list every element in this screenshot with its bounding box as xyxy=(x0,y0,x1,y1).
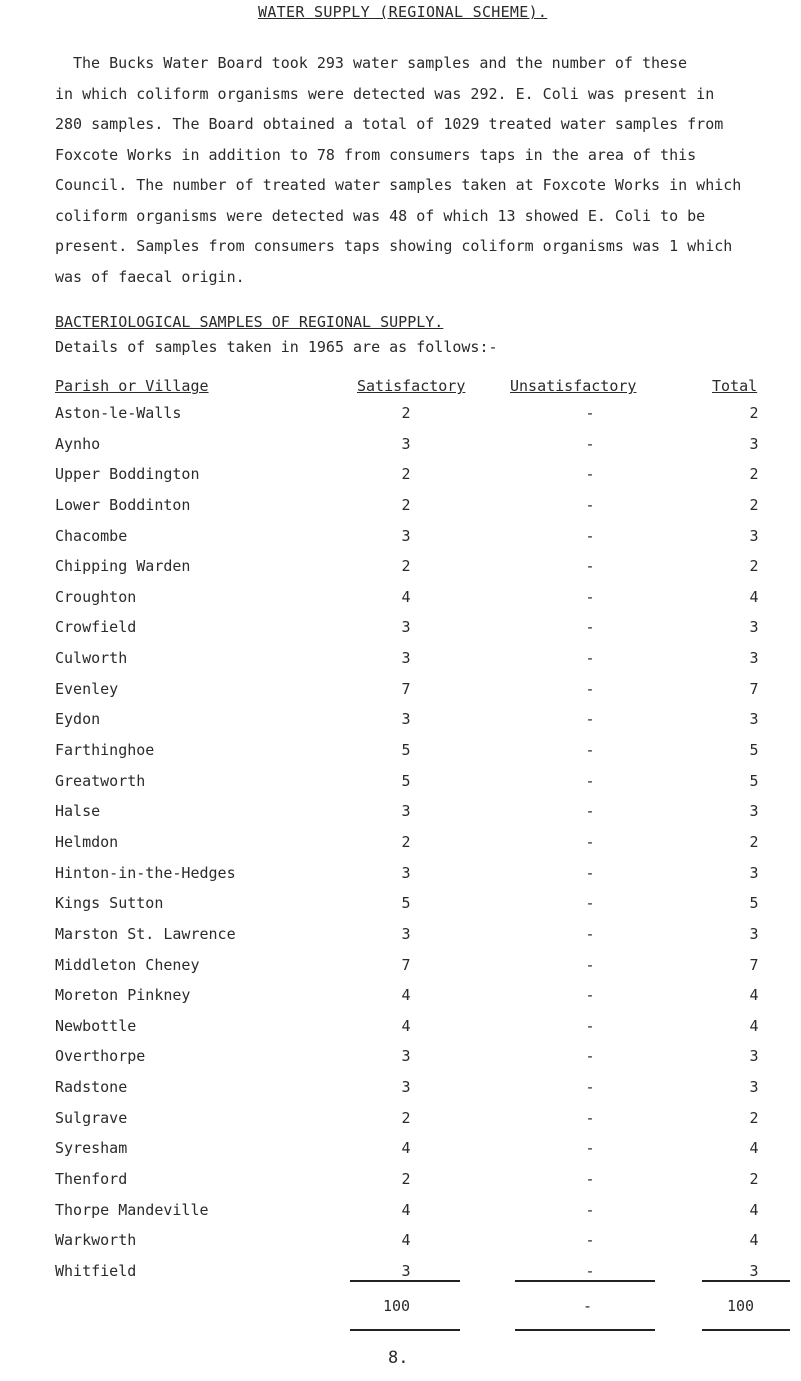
table-row xyxy=(0,766,801,797)
cell-satisfactory: 2 xyxy=(401,832,411,851)
cell-satisfactory: 2 xyxy=(401,404,411,422)
cell-satisfactory: 3 xyxy=(401,1078,411,1097)
table-row xyxy=(0,796,801,827)
total-total: 100 xyxy=(727,1297,755,1315)
cell-satisfactory: 5 xyxy=(401,741,411,760)
page-number: 8. xyxy=(388,1348,409,1368)
cell-parish: Sulgrave xyxy=(55,1108,128,1127)
cell-unsatisfactory: - xyxy=(585,1047,595,1066)
total-satisfactory: 100 xyxy=(383,1297,411,1315)
table-row xyxy=(0,429,801,460)
table-row xyxy=(0,459,801,490)
totals-rule-bottom xyxy=(515,1329,655,1331)
cell-unsatisfactory: - xyxy=(585,1261,595,1280)
intro-paragraph xyxy=(55,48,775,292)
cell-satisfactory: 3 xyxy=(401,618,411,637)
cell-parish: Moreton Pinkney xyxy=(55,986,191,1005)
table-row xyxy=(0,674,801,705)
cell-unsatisfactory: - xyxy=(585,832,595,851)
table-row xyxy=(0,1225,801,1256)
cell-unsatisfactory: - xyxy=(585,955,595,974)
table-row xyxy=(0,643,801,674)
table-row xyxy=(0,827,801,858)
cell-unsatisfactory: - xyxy=(585,894,595,913)
table-row xyxy=(0,582,801,613)
cell-total: 4 xyxy=(749,1016,759,1035)
cell-parish: Helmdon xyxy=(55,832,119,851)
cell-unsatisfactory: - xyxy=(585,1200,595,1219)
cell-parish: Hinton-in-the-Hedges xyxy=(55,863,236,882)
cell-total: 4 xyxy=(749,587,759,606)
cell-total: 3 xyxy=(749,1261,759,1280)
cell-unsatisfactory: - xyxy=(585,465,595,484)
cell-satisfactory: 2 xyxy=(401,465,411,484)
cell-unsatisfactory: - xyxy=(585,1139,595,1158)
cell-unsatisfactory: - xyxy=(585,587,595,606)
paragraph-line: was of faecal origin. xyxy=(55,267,245,286)
cell-total: 5 xyxy=(749,741,759,760)
cell-total: 3 xyxy=(749,526,759,545)
cell-satisfactory: 3 xyxy=(401,1261,411,1280)
cell-unsatisfactory: - xyxy=(585,863,595,882)
cell-parish: Aynho xyxy=(55,434,101,453)
cell-parish: Lower Boddinton xyxy=(55,495,191,514)
cell-parish: Marston St. Lawrence xyxy=(55,924,236,943)
cell-parish: Chacombe xyxy=(55,526,128,545)
paragraph-line: in which coliform organisms were detected was 292. E. Coli was present in xyxy=(55,84,715,103)
cell-satisfactory: 7 xyxy=(401,679,411,698)
cell-satisfactory: 3 xyxy=(401,649,411,668)
cell-satisfactory: 7 xyxy=(401,955,411,974)
cell-parish: Crowfield xyxy=(55,618,137,637)
cell-total: 3 xyxy=(749,649,759,668)
cell-satisfactory: 4 xyxy=(401,1016,411,1035)
cell-parish: Evenley xyxy=(55,679,119,698)
cell-total: 5 xyxy=(749,771,759,790)
cell-total: 4 xyxy=(749,1231,759,1250)
cell-total: 3 xyxy=(749,1047,759,1066)
cell-parish: Syresham xyxy=(55,1139,128,1158)
cell-total: 2 xyxy=(749,1108,759,1127)
cell-total: 2 xyxy=(749,495,759,514)
cell-total: 2 xyxy=(749,465,759,484)
cell-total: 3 xyxy=(749,434,759,453)
table-row xyxy=(0,1195,801,1226)
cell-satisfactory: 4 xyxy=(401,1200,411,1219)
cell-unsatisfactory: - xyxy=(585,741,595,760)
cell-unsatisfactory: - xyxy=(585,526,595,545)
cell-unsatisfactory: - xyxy=(585,495,595,514)
cell-parish: Farthinghoe xyxy=(55,741,155,760)
cell-parish: Overthorpe xyxy=(55,1047,146,1066)
cell-satisfactory: 5 xyxy=(401,894,411,913)
table-row xyxy=(0,919,801,950)
cell-parish: Warkworth xyxy=(55,1231,137,1250)
cell-total: 2 xyxy=(749,1170,759,1189)
cell-parish: Greatworth xyxy=(55,771,146,790)
cell-total: 3 xyxy=(749,618,759,637)
page-heading: WATER SUPPLY (REGIONAL SCHEME). xyxy=(258,3,548,21)
cell-unsatisfactory: - xyxy=(585,802,595,821)
column-header-total: Total xyxy=(712,377,758,395)
cell-satisfactory: 3 xyxy=(401,1047,411,1066)
total-unsatisfactory: - xyxy=(583,1297,593,1315)
paragraph-line: Foxcote Works in addition to 78 from consumers taps in the area of this xyxy=(55,145,697,164)
cell-parish: Thorpe Mandeville xyxy=(55,1200,209,1219)
table-row xyxy=(0,521,801,552)
totals-rule-top xyxy=(702,1280,790,1282)
cell-parish: Croughton xyxy=(55,587,137,606)
table-row xyxy=(0,950,801,981)
paragraph-line: The Bucks Water Board took 293 water samples and the number of these xyxy=(73,54,688,72)
cell-parish: Eydon xyxy=(55,710,101,729)
details-line: Details of samples taken in 1965 are as follows:- xyxy=(55,338,498,356)
table-row xyxy=(0,888,801,919)
cell-total: 2 xyxy=(749,404,759,422)
paragraph-line: present. Samples from consumers taps showing coliform organisms was 1 which xyxy=(55,237,733,255)
totals-rule-top xyxy=(350,1280,460,1282)
table-row xyxy=(0,1103,801,1134)
cell-satisfactory: 4 xyxy=(401,1139,411,1158)
cell-parish: Aston-le-Walls xyxy=(55,404,182,422)
cell-satisfactory: 2 xyxy=(401,557,411,576)
column-header-satisfactory: Satisfactory xyxy=(357,377,466,395)
cell-unsatisfactory: - xyxy=(585,434,595,453)
cell-satisfactory: 4 xyxy=(401,587,411,606)
paragraph-line: 280 samples. The Board obtained a total of 1029 treated water samples from xyxy=(55,115,724,133)
table-row xyxy=(0,858,801,889)
cell-satisfactory: 3 xyxy=(401,710,411,729)
paragraph-line: coliform organisms were detected was 48 of which 13 showed E. Coli to be xyxy=(55,206,706,225)
cell-satisfactory: 3 xyxy=(401,526,411,545)
table-row xyxy=(0,612,801,643)
table-row xyxy=(0,490,801,521)
cell-parish: Whitfield xyxy=(55,1261,137,1280)
paragraph-line: Council. The number of treated water samples taken at Foxcote Works in which xyxy=(55,176,742,194)
cell-parish: Middleton Cheney xyxy=(55,955,200,974)
cell-total: 2 xyxy=(749,557,759,576)
cell-satisfactory: 3 xyxy=(401,434,411,453)
cell-satisfactory: 4 xyxy=(401,986,411,1005)
table-row xyxy=(0,704,801,735)
section-subheading: BACTERIOLOGICAL SAMPLES OF REGIONAL SUPPLY. xyxy=(55,313,444,331)
cell-unsatisfactory: - xyxy=(585,1016,595,1035)
column-header-unsatisfactory: Unsatisfactory xyxy=(510,377,637,395)
table-row xyxy=(0,980,801,1011)
table-row xyxy=(0,1011,801,1042)
cell-unsatisfactory: - xyxy=(585,771,595,790)
cell-total: 4 xyxy=(749,986,759,1005)
column-header-parish: Parish or Village xyxy=(55,377,209,395)
cell-satisfactory: 2 xyxy=(401,1170,411,1189)
cell-unsatisfactory: - xyxy=(585,404,595,422)
cell-unsatisfactory: - xyxy=(585,1108,595,1127)
table-row xyxy=(0,551,801,582)
cell-satisfactory: 2 xyxy=(401,495,411,514)
cell-satisfactory: 4 xyxy=(401,1231,411,1250)
table-row xyxy=(0,1041,801,1072)
cell-unsatisfactory: - xyxy=(585,986,595,1005)
table-row xyxy=(0,1164,801,1195)
totals-rule-bottom xyxy=(350,1329,460,1331)
totals-rule-bottom xyxy=(702,1329,790,1331)
cell-unsatisfactory: - xyxy=(585,557,595,576)
table-row xyxy=(0,398,801,429)
cell-parish: Kings Sutton xyxy=(55,894,164,913)
cell-total: 4 xyxy=(749,1200,759,1219)
cell-parish: Newbottle xyxy=(55,1016,137,1035)
cell-satisfactory: 3 xyxy=(401,802,411,821)
cell-total: 3 xyxy=(749,863,759,882)
table-row xyxy=(0,1072,801,1103)
cell-satisfactory: 2 xyxy=(401,1108,411,1127)
cell-total: 5 xyxy=(749,894,759,913)
totals-rule-top xyxy=(515,1280,655,1282)
samples-table-body xyxy=(0,398,801,1287)
cell-unsatisfactory: - xyxy=(585,1078,595,1097)
cell-satisfactory: 5 xyxy=(401,771,411,790)
cell-parish: Thenford xyxy=(55,1170,128,1189)
table-row xyxy=(0,735,801,766)
cell-satisfactory: 3 xyxy=(401,863,411,882)
cell-total: 3 xyxy=(749,924,759,943)
cell-parish: Halse xyxy=(55,802,101,821)
cell-parish: Culworth xyxy=(55,649,128,668)
cell-total: 4 xyxy=(749,1139,759,1158)
cell-unsatisfactory: - xyxy=(585,1170,595,1189)
cell-unsatisfactory: - xyxy=(585,679,595,698)
cell-unsatisfactory: - xyxy=(585,924,595,943)
cell-total: 2 xyxy=(749,832,759,851)
cell-parish: Upper Boddington xyxy=(55,465,200,484)
cell-total: 3 xyxy=(749,1078,759,1097)
cell-total: 7 xyxy=(749,679,759,698)
cell-unsatisfactory: - xyxy=(585,1231,595,1250)
cell-total: 3 xyxy=(749,710,759,729)
table-row xyxy=(0,1133,801,1164)
cell-unsatisfactory: - xyxy=(585,649,595,668)
cell-satisfactory: 3 xyxy=(401,924,411,943)
cell-parish: Radstone xyxy=(55,1078,128,1097)
cell-unsatisfactory: - xyxy=(585,618,595,637)
cell-parish: Chipping Warden xyxy=(55,557,191,576)
cell-total: 3 xyxy=(749,802,759,821)
cell-unsatisfactory: - xyxy=(585,710,595,729)
cell-total: 7 xyxy=(749,955,759,974)
